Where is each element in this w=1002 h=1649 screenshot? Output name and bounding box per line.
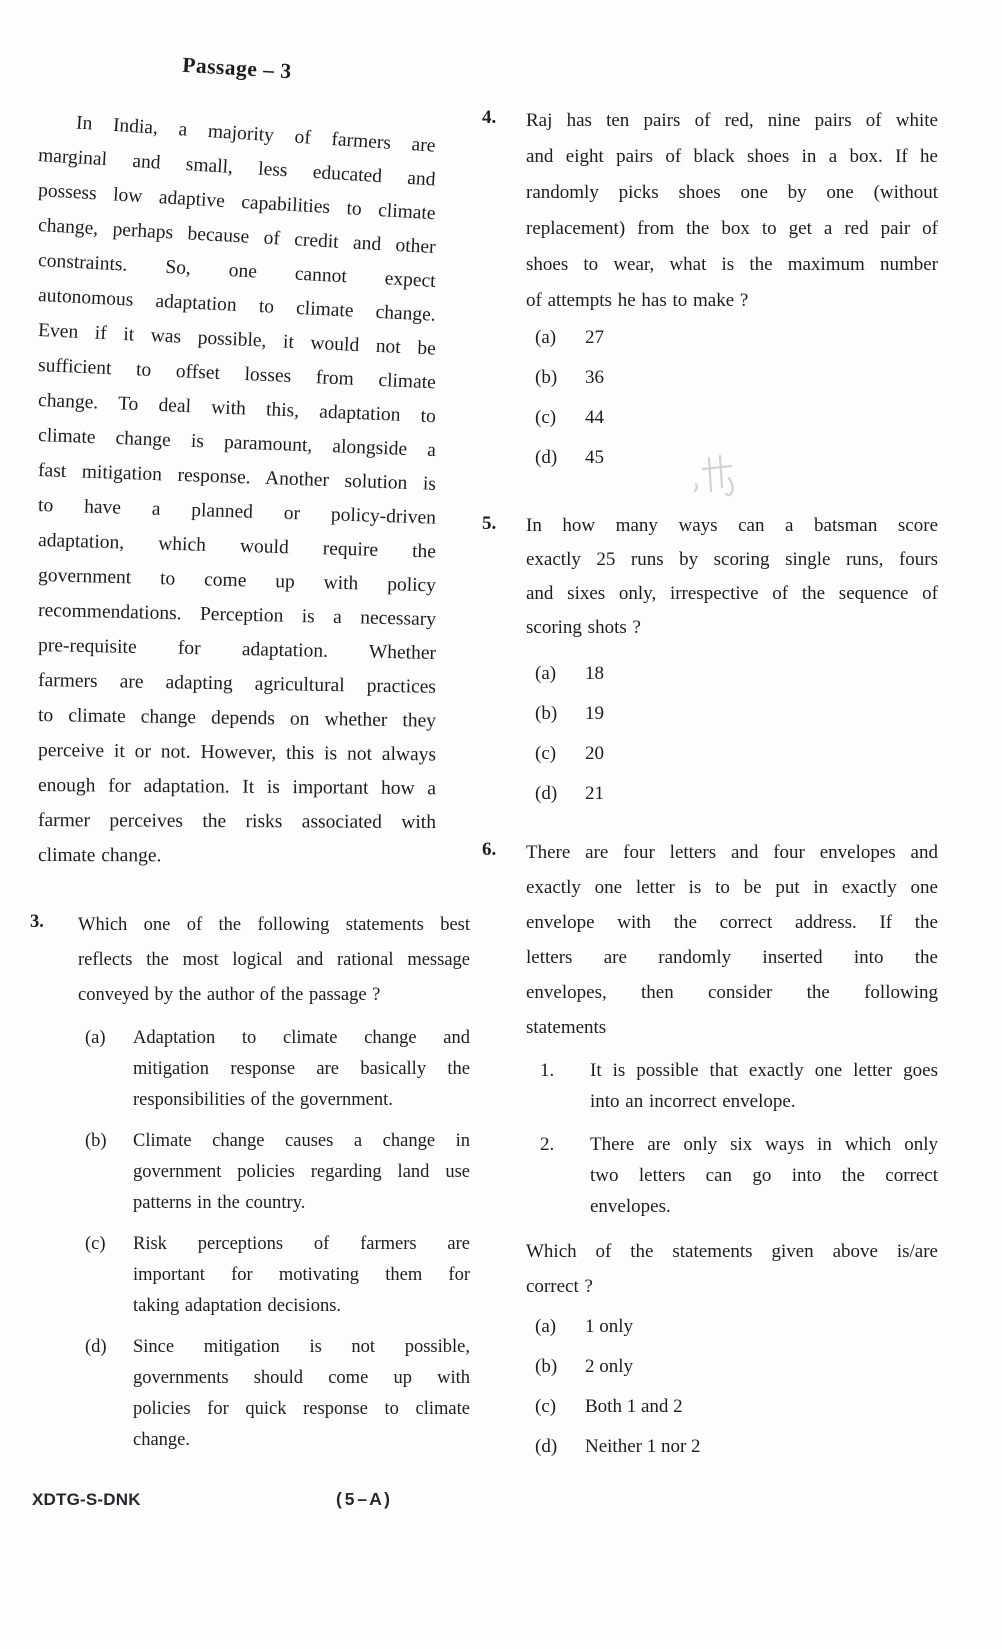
text-line: taking adaptation decisions. <box>133 1296 342 1316</box>
statement-2 <box>540 1129 938 1222</box>
question-number: 4. <box>482 107 497 128</box>
passage-line: adaptation, which would require the <box>37 530 437 563</box>
option-text: 27 <box>585 327 604 348</box>
option-text: 36 <box>585 367 604 388</box>
statement-label: 2. <box>540 1134 555 1155</box>
option-label: (b) <box>535 1356 558 1377</box>
passage-line: farmers are adapting agricultural practices <box>37 670 437 698</box>
options-list <box>535 659 938 809</box>
text-line: statements <box>526 1017 607 1038</box>
option-b <box>85 1126 470 1219</box>
statement-1 <box>540 1055 938 1117</box>
option-label: (a) <box>535 663 557 684</box>
passage-line: government to come up with policy <box>37 565 437 597</box>
text-line: of attempts he has to make ? <box>526 290 749 311</box>
footer-booklet-code: XDTG-S-DNK <box>32 1490 141 1509</box>
smudge-mark <box>690 446 738 500</box>
passage-line: recommendations. Perception is a necessary <box>37 600 437 631</box>
options-list <box>85 1023 470 1456</box>
question-number: 6. <box>482 839 497 860</box>
passage-line: sufficient to offset losses from climate <box>37 355 437 394</box>
text-line: change. <box>133 1430 191 1450</box>
text-line: correct ? <box>526 1276 593 1297</box>
text-line: conveyed by the author of the passage ? <box>78 985 381 1005</box>
option-b <box>535 363 938 393</box>
option-label: (a) <box>535 1316 557 1337</box>
option-label: (c) <box>535 743 557 764</box>
text-line: patterns in the country. <box>133 1193 306 1213</box>
option-text: 19 <box>585 703 604 724</box>
option-label: (a) <box>85 1028 106 1048</box>
text-line: governments should come up with <box>133 1368 470 1388</box>
passage-line: enough for adaptation. It is important how a <box>37 775 437 800</box>
option-text: 21 <box>585 783 604 804</box>
option-label: (c) <box>85 1234 106 1254</box>
text-line: envelopes. <box>590 1196 671 1217</box>
option-d <box>85 1332 470 1456</box>
option-b <box>535 699 938 729</box>
text-line: exactly 25 runs by scoring single runs, fours <box>526 549 938 570</box>
option-a <box>535 659 938 689</box>
text-line: and eight pairs of black shoes in a box. If he <box>526 146 938 167</box>
question-text <box>526 103 938 319</box>
passage-line: In India, a majority of farmers are <box>75 112 437 157</box>
text-line: two letters can go into the correct <box>590 1165 938 1186</box>
text-line: randomly picks shoes one by one (without <box>526 182 938 203</box>
text-line: envelopes, then consider the following <box>526 982 938 1003</box>
option-label: (b) <box>535 367 558 388</box>
text-line: replacement) from the box to get a red pair of <box>526 218 938 239</box>
passage-line: to have a planned or policy-driven <box>37 495 437 529</box>
passage-line: perceive it or not. However, this is not always <box>37 740 437 766</box>
passage-line: change, perhaps because of credit and other <box>37 215 437 259</box>
option-label: (b) <box>85 1131 107 1151</box>
footer-page-number: ( 5 – A ) <box>336 1489 390 1509</box>
text-line: Climate change causes a change in <box>133 1131 470 1151</box>
text-line: It is possible that exactly one letter goes <box>590 1060 938 1081</box>
option-b <box>535 1352 938 1382</box>
question-4 <box>478 103 938 483</box>
option-text: 20 <box>585 743 604 764</box>
option-c <box>535 403 938 433</box>
option-text: Neither 1 nor 2 <box>585 1436 701 1457</box>
text-line: In how many ways can a batsman score <box>526 515 938 536</box>
option-label: (d) <box>535 447 558 468</box>
text-line: responsibilities of the government. <box>133 1090 393 1110</box>
option-c <box>535 739 938 769</box>
passage-line: climate change is paramount, alongside a <box>37 425 437 462</box>
option-text <box>133 1023 470 1116</box>
text-line: and sixes only, irrespective of the sequence of <box>526 583 938 604</box>
text-line: Which of the statements given above is/are <box>526 1241 938 1262</box>
option-label: (d) <box>535 783 558 804</box>
question-number: 3. <box>30 912 44 932</box>
passage-line: to climate change depends on whether they <box>37 705 437 732</box>
text-line: Raj has ten pairs of red, nine pairs of white <box>526 110 938 131</box>
option-d <box>535 779 938 809</box>
option-label: (c) <box>535 1396 557 1417</box>
option-label: (d) <box>85 1337 107 1357</box>
option-label: (d) <box>535 1436 558 1457</box>
text-line: envelope with the correct address. If the <box>526 912 938 933</box>
option-d <box>535 1432 938 1462</box>
text-line: policies for quick response to climate <box>133 1399 470 1419</box>
option-text: 18 <box>585 663 604 684</box>
passage-line: fast mitigation response. Another solution is <box>37 460 437 495</box>
text-line: There are four letters and four envelopes and <box>526 842 938 863</box>
option-label: (c) <box>535 407 557 428</box>
text-line: shoes to wear, what is the maximum number <box>526 254 938 275</box>
text-line: scoring shots ? <box>526 617 641 638</box>
statement-text <box>590 1129 938 1222</box>
text-line: There are only six ways in which only <box>590 1134 938 1155</box>
text-line: government policies regarding land use <box>133 1162 470 1182</box>
text-line: Risk perceptions of farmers are <box>133 1234 470 1254</box>
option-c <box>85 1229 470 1322</box>
option-a <box>535 1312 938 1342</box>
question-text <box>526 835 938 1045</box>
text-line: exactly one letter is to be put in exactly one <box>526 877 938 898</box>
passage <box>38 103 436 873</box>
passage-line: climate change. <box>37 845 162 867</box>
option-text <box>133 1229 470 1322</box>
option-text: Both 1 and 2 <box>585 1396 683 1417</box>
passage-line: farmer perceives the risks associated with <box>37 810 437 834</box>
passage-line: change. To deal with this, adaptation to <box>37 390 437 428</box>
option-label: (a) <box>535 327 557 348</box>
passage-line: marginal and small, less educated and <box>37 145 437 191</box>
passage-line: Even if it was possible, it would not be <box>37 320 437 360</box>
question-prompt <box>526 1234 938 1304</box>
option-a <box>535 323 938 353</box>
text-line: letters are randomly inserted into the <box>526 947 938 968</box>
text-line: Since mitigation is not possible, <box>133 1337 470 1357</box>
option-text <box>133 1332 470 1456</box>
question-text <box>78 908 470 1013</box>
question-3 <box>30 908 470 1466</box>
passage-line: constraints. So, one cannot expect <box>37 250 437 292</box>
statement-text <box>590 1055 938 1117</box>
text-line: mitigation response are basically the <box>133 1059 470 1079</box>
passage-line: autonomous adaptation to climate change. <box>37 285 437 326</box>
text-line: Adaptation to climate change and <box>133 1028 470 1048</box>
option-a <box>85 1023 470 1116</box>
option-text: 45 <box>585 447 604 468</box>
text-line: into an incorrect envelope. <box>590 1091 796 1112</box>
option-text: 44 <box>585 407 604 428</box>
option-text <box>133 1126 470 1219</box>
option-text: 1 only <box>585 1316 634 1337</box>
question-6 <box>478 835 938 1472</box>
option-label: (b) <box>535 703 558 724</box>
passage-line: possess low adaptive capabilities to climate <box>37 180 437 225</box>
right-column <box>478 0 938 1649</box>
question-number: 5. <box>482 513 497 534</box>
statements-list <box>540 1055 938 1222</box>
left-column <box>30 0 470 1649</box>
statement-label: 1. <box>540 1060 555 1081</box>
option-text: 2 only <box>585 1356 634 1377</box>
text-line: Which one of the following statements best <box>78 915 470 935</box>
passage-heading: Passage – 3 <box>181 52 293 84</box>
question-text <box>526 509 938 645</box>
text-line: important for motivating them for <box>133 1265 470 1285</box>
options-list <box>535 1312 938 1462</box>
text-line: reflects the most logical and rational message <box>78 950 470 970</box>
option-c <box>535 1392 938 1422</box>
question-5 <box>478 509 938 819</box>
passage-line: pre-requisite for adaptation. Whether <box>37 635 437 664</box>
